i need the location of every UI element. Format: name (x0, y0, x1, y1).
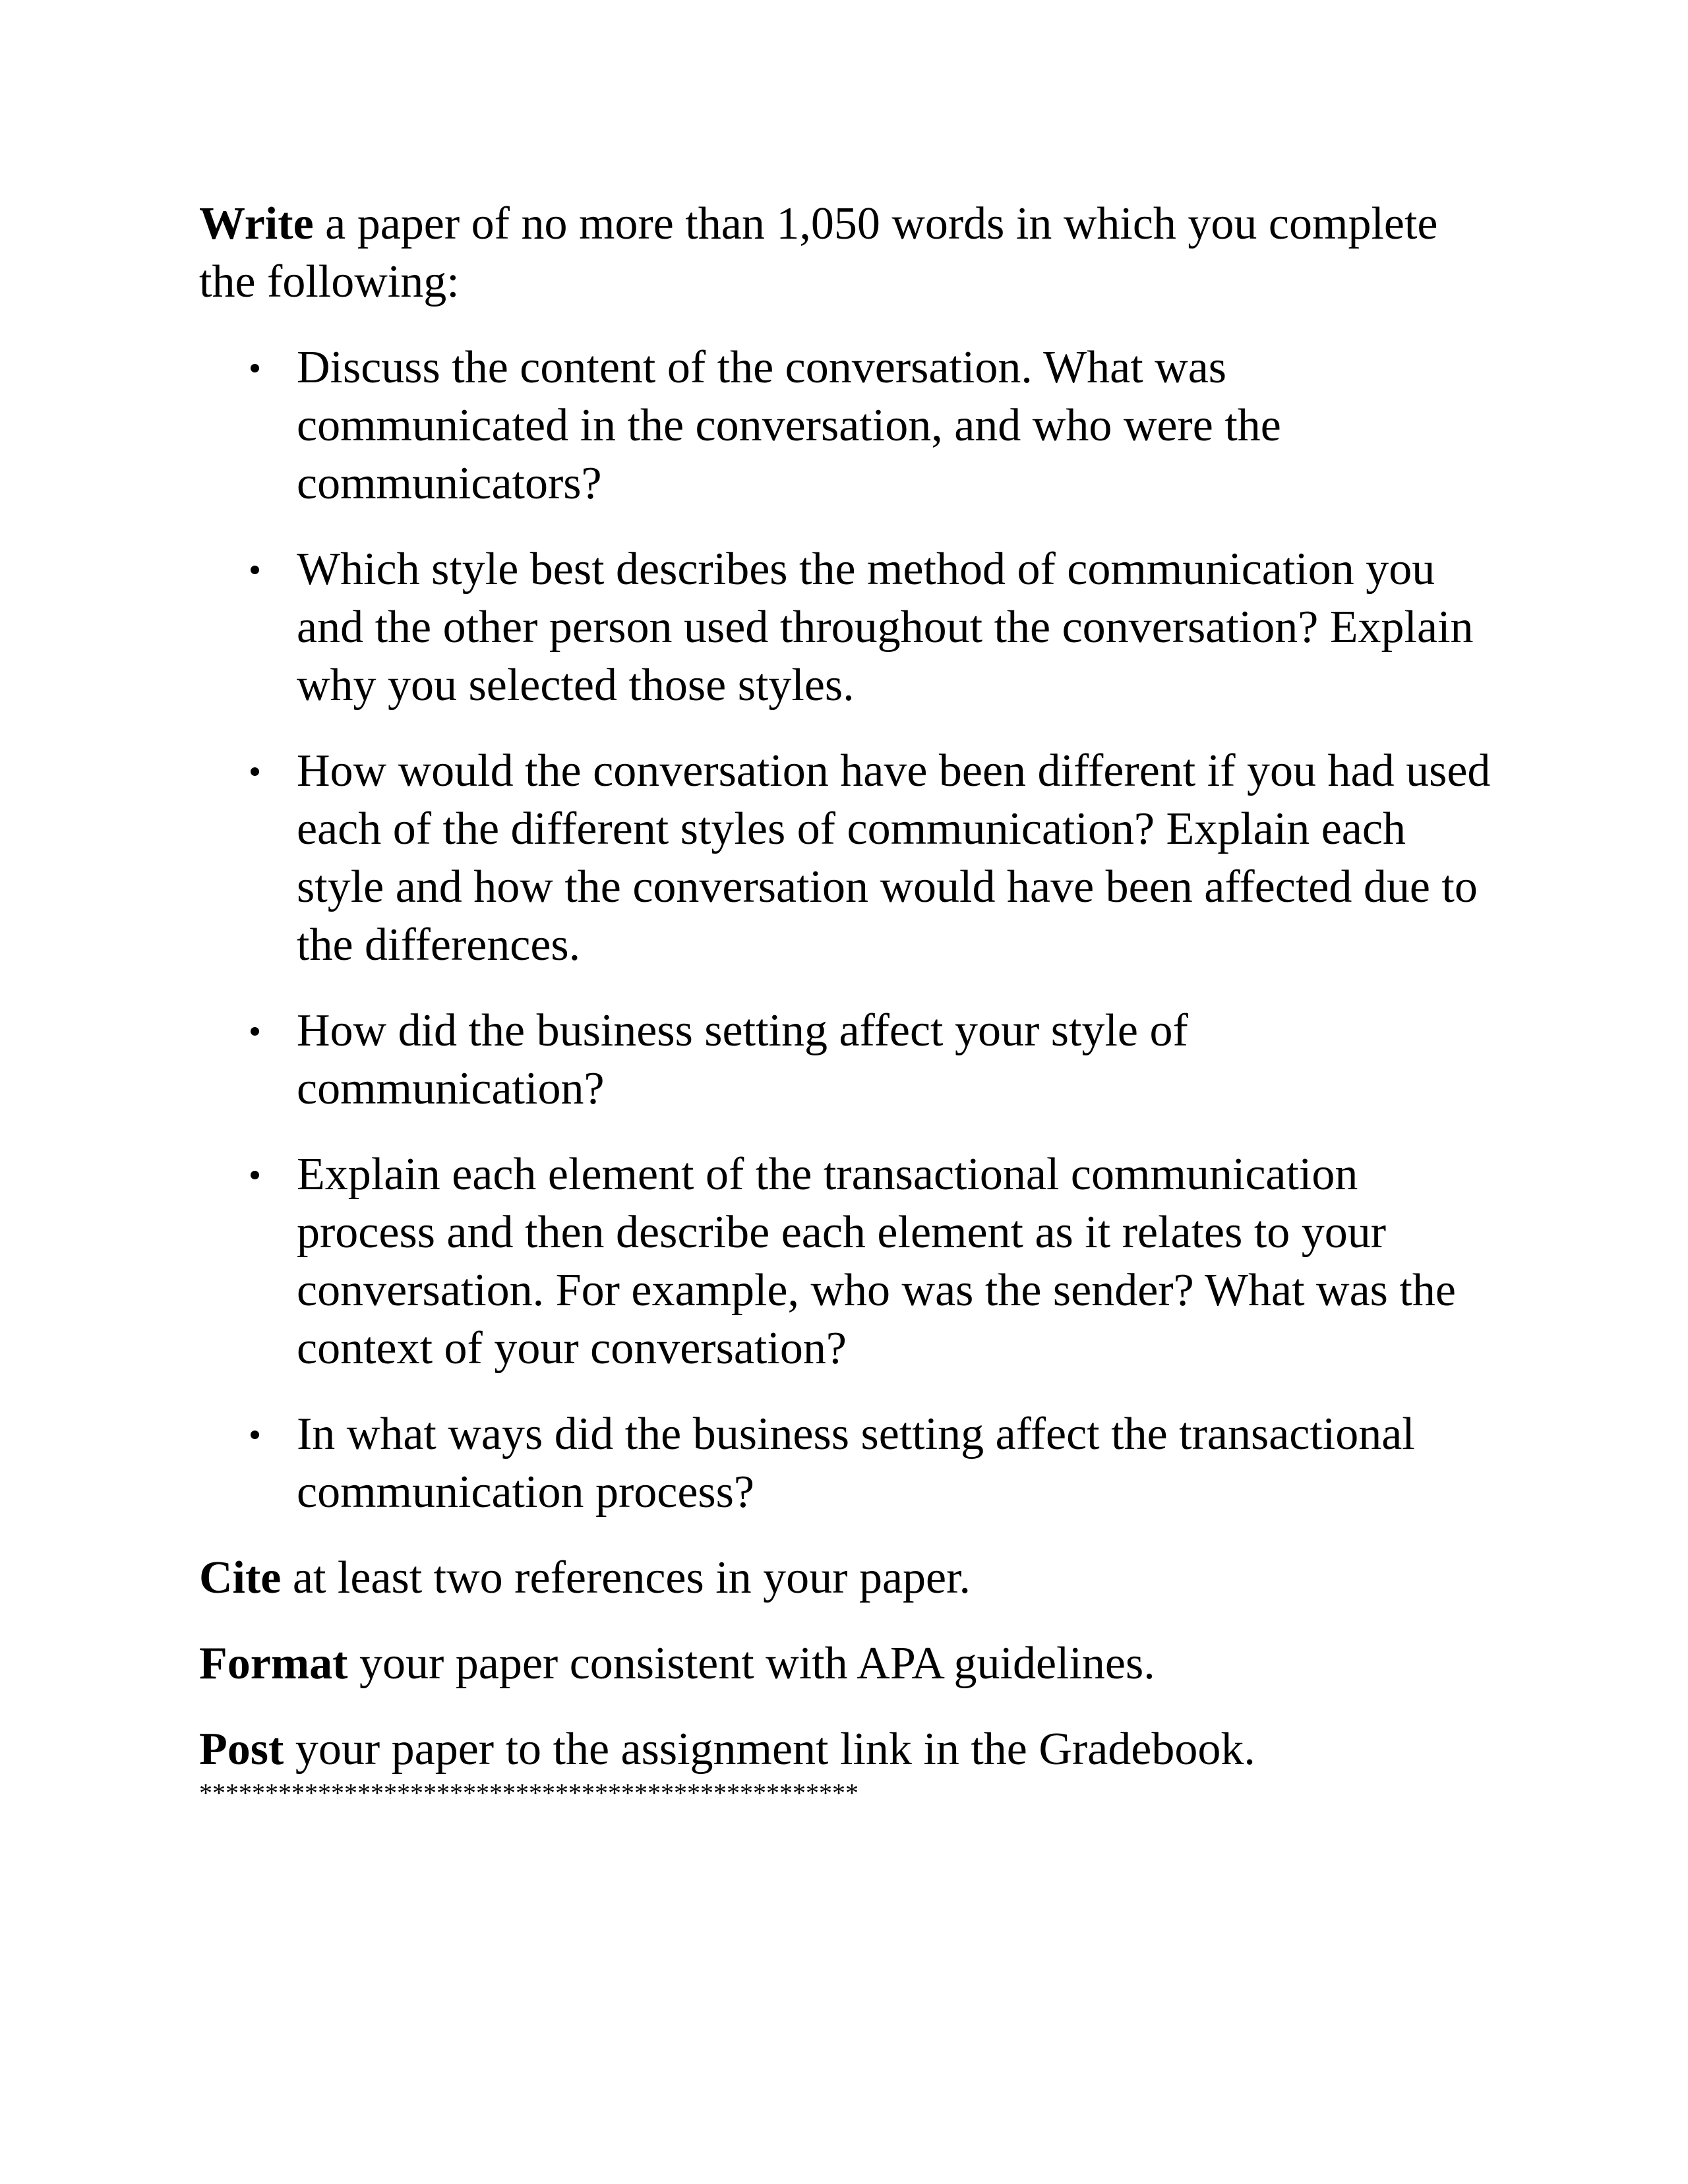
list-item (199, 1002, 1492, 1118)
list-item-text: How did the business setting affect your style of communication? (297, 1005, 1188, 1114)
cite-text: at least two references in your paper. (281, 1552, 971, 1603)
intro-paragraph (199, 195, 1492, 311)
format-text: your paper consistent with APA guidelines. (347, 1638, 1155, 1689)
document-content (199, 195, 1492, 1806)
list-item (199, 1146, 1492, 1378)
list-item (199, 1405, 1492, 1521)
cite-paragraph (199, 1549, 1492, 1607)
format-bold: Format (199, 1638, 348, 1689)
intro-text: a paper of no more than 1,050 words in which you complete the following: (199, 198, 1438, 307)
list-item-text: How would the conversation have been different if you had used each of the different styles of communication? Explain each style and how the conversation would have been affected due to the differences. (297, 746, 1491, 970)
list-item-text: Explain each element of the transactional communication process and then describe each element as it relates to your conversation. For example, who was the sender? What was the context of your conversation? (297, 1149, 1456, 1374)
asterisk-separator: ************************************************** (199, 1778, 859, 1808)
bullet-icon (251, 566, 259, 574)
list-item-text: In what ways did the business setting affect the transactional communication process? (297, 1409, 1415, 1518)
bullet-icon (251, 1027, 259, 1036)
list-item (199, 339, 1492, 513)
cite-bold: Cite (199, 1552, 282, 1603)
bullet-list (199, 339, 1492, 1521)
list-item (199, 541, 1492, 715)
post-bold: Post (199, 1724, 284, 1775)
bullet-icon (251, 1171, 259, 1179)
list-item-text: Which style best describes the method of communication you and the other person used throughout the conversation? Explain why you selected those styles. (297, 544, 1474, 711)
bullet-icon (251, 767, 259, 776)
intro-bold: Write (199, 198, 314, 249)
bullet-icon (251, 364, 259, 372)
post-text: your paper to the assignment link in the Gradebook. (284, 1724, 1255, 1775)
format-paragraph (199, 1635, 1492, 1693)
post-paragraph (199, 1721, 1492, 1779)
list-item (199, 742, 1492, 974)
bullet-icon (251, 1431, 259, 1439)
list-item-text: Discuss the content of the conversation. What was communicated in the conversation, and who were the communicators? (297, 342, 1281, 509)
